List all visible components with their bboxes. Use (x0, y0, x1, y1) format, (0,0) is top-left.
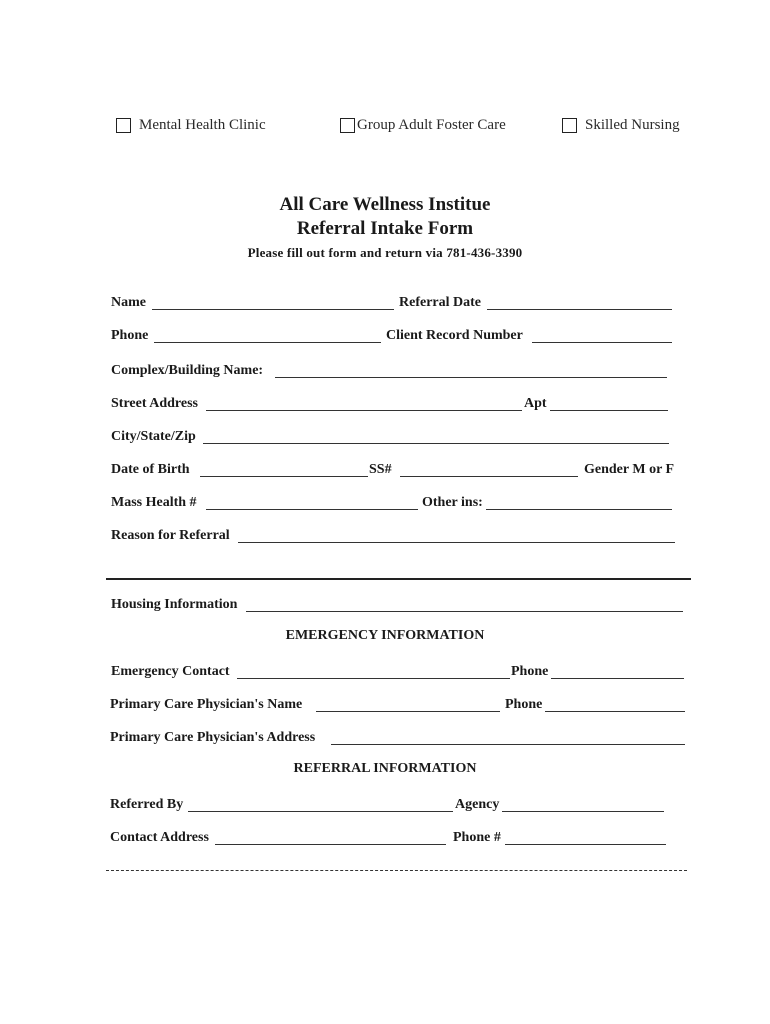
form-title: Referral Intake Form (296, 218, 474, 239)
row-contact-address (0, 827, 770, 847)
reason-field[interactable] (238, 542, 675, 543)
pcp-name-label: Primary Care Physician's Name (110, 697, 303, 712)
client-record-label: Client Record Number (386, 328, 523, 343)
row-pcp-address (0, 727, 770, 747)
apt-field[interactable] (550, 410, 668, 411)
phone-label: Phone (111, 328, 149, 343)
referral-date-field[interactable] (487, 309, 672, 310)
reason-continuation-line[interactable] (106, 578, 691, 580)
ss-field[interactable] (400, 476, 578, 477)
skilled-nursing-label: Skilled Nursing (585, 117, 680, 133)
other-ins-label: Other ins: (422, 495, 483, 510)
referral-heading: REFERRAL INFORMATION (293, 761, 477, 776)
program-checkboxes (0, 117, 770, 141)
mental-health-label: Mental Health Clinic (139, 117, 266, 133)
org-name: All Care Wellness Institue (279, 194, 491, 215)
row-emergency-contact (0, 661, 770, 681)
emergency-contact-label: Emergency Contact (111, 664, 230, 679)
group-foster-option[interactable] (340, 117, 506, 134)
referral-phone-field[interactable] (505, 844, 666, 845)
housing-field[interactable] (246, 611, 683, 612)
agency-label: Agency (455, 797, 500, 812)
dob-field[interactable] (200, 476, 368, 477)
dashed-divider (106, 870, 687, 871)
agency-field[interactable] (502, 811, 664, 812)
referred-by-label: Referred By (110, 797, 184, 812)
complex-field[interactable] (275, 377, 667, 378)
emergency-heading: EMERGENCY INFORMATION (285, 628, 485, 643)
row-phone (0, 325, 770, 345)
street-field[interactable] (206, 410, 522, 411)
pcp-phone-field[interactable] (545, 711, 685, 712)
form-instructions: Please fill out form and return via 781-436-3390 (247, 245, 523, 260)
pcp-address-field[interactable] (331, 744, 685, 745)
row-dob (0, 459, 770, 479)
ss-label: SS# (369, 462, 392, 477)
client-record-field[interactable] (532, 342, 672, 343)
row-street (0, 393, 770, 413)
group-foster-label: Group Adult Foster Care (357, 117, 506, 133)
referral-date-label: Referral Date (399, 295, 482, 310)
emergency-contact-field[interactable] (237, 678, 510, 679)
apt-label: Apt (524, 396, 547, 411)
form-header (0, 193, 770, 261)
city-label: City/State/Zip (111, 429, 196, 444)
referral-phone-label: Phone # (453, 830, 501, 845)
skilled-nursing-checkbox[interactable] (562, 118, 577, 133)
row-reason (0, 525, 770, 545)
pcp-phone-label: Phone (505, 697, 543, 712)
mass-health-field[interactable] (206, 509, 418, 510)
referred-by-field[interactable] (188, 811, 453, 812)
row-city (0, 426, 770, 446)
emergency-phone-label: Phone (511, 664, 549, 679)
pcp-address-label: Primary Care Physician's Address (110, 730, 316, 745)
street-label: Street Address (111, 396, 198, 411)
city-field[interactable] (203, 443, 669, 444)
row-insurance (0, 492, 770, 512)
contact-address-label: Contact Address (110, 830, 209, 845)
phone-field[interactable] (154, 342, 381, 343)
row-housing (0, 594, 770, 614)
reason-label: Reason for Referral (111, 528, 230, 543)
other-ins-field[interactable] (486, 509, 672, 510)
pcp-name-field[interactable] (316, 711, 500, 712)
mental-health-option[interactable] (116, 117, 266, 134)
housing-label: Housing Information (111, 597, 238, 612)
complex-label: Complex/Building Name: (111, 363, 264, 378)
row-name (0, 292, 770, 312)
group-foster-checkbox[interactable] (340, 118, 355, 133)
mental-health-checkbox[interactable] (116, 118, 131, 133)
name-field[interactable] (152, 309, 394, 310)
skilled-nursing-option[interactable] (562, 117, 680, 134)
mass-health-label: Mass Health # (111, 495, 197, 510)
emergency-phone-field[interactable] (551, 678, 684, 679)
dob-label: Date of Birth (111, 462, 190, 477)
name-label: Name (111, 295, 146, 310)
row-pcp-name (0, 694, 770, 714)
row-referred-by (0, 794, 770, 814)
row-complex (0, 360, 770, 380)
gender-label: Gender M or F (584, 462, 675, 477)
contact-address-field[interactable] (215, 844, 446, 845)
